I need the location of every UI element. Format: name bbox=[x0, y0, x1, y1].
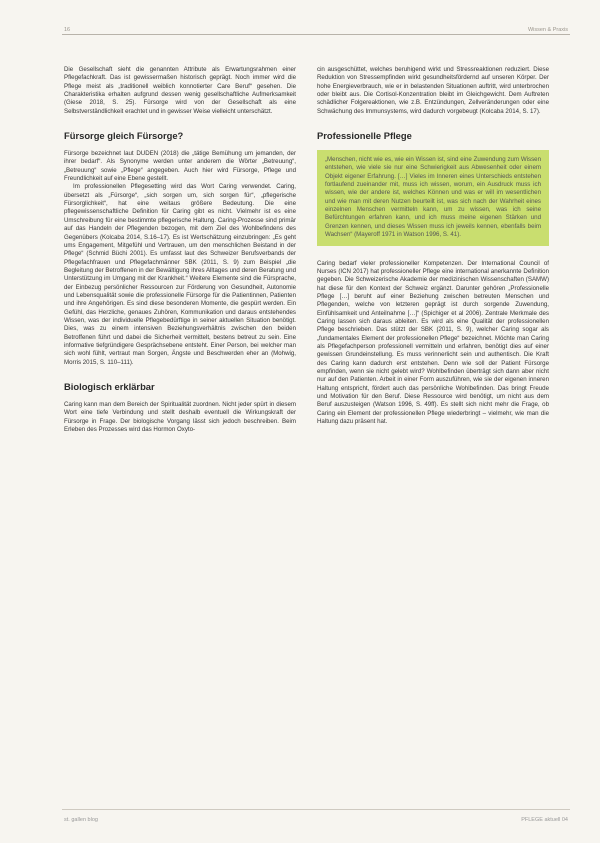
footer-rule bbox=[62, 809, 570, 810]
fuersorge-paragraph-2: Im professionellen Pflegesetting wird das Wort Caring verwendet. Caring, übersetzt als „Fürsorge“, „sich sorgen um, sich sorgen für“, „pflegerische Fürsorglichkeit“, hat eine weitaus größere Bedeutung. Die eine pflegewissenschaftliche Definition für Caring gibt es nicht. Vielmehr ist es eine Umschreibung für eine bestimmte pflegerische Haltung. Caring-Prozesse sind primär auf das Handeln der Pflegenden bezogen, mit dem Ziel des Wohlbefindens des Gegenübers (Kolcaba 2014, S.16–17). Es ist Wertschätzung einzubringen: „Es geht ums Engagement, Mitgefühl und Vertrauen, um den menschlichen Beistand in der Pflege“ (Schmid Büchi 2001). Es umfasst laut des Schweizer Berufsverbands der Pflegefachfrauen und Pflegefachmänner SBK (2011, S. 9) zum Beispiel „die Begleitung der Betroffenen in der Bewältigung ihres Alltages und deren Beratung und Unterstützung im Umgang mit der Krankheit.“ Weitere Elemente sind die Fürsprache, der Einbezug persönlicher Ressourcen zur Förderung von Gesundheit, Autonomie und Lebensqualität sowie die professionelle Fürsorge für die Patientinnen, Patienten und ihre Angehörigen. Es sind diese besonderen Momente, die gespürt werden. Ein Gefühl, das Herzliche, genaues Zuhören, Kommunikation und daraus entstehendes Wissen, was der individuelle Pflegebedürftige in seiner aktuellen Situation benötigt. Dies, was zu einem intensiven Beziehungsverhältnis zwischen den beiden Betroffenen führt und dabei die Sicherheit vermittelt, bestens betreut zu sein. Eine informative tiefgründigere Gesprächsebene entsteht. Einer Person, bei welcher man sich wohl fühlt, vertraut man Sorgen, Ängste und Beschwerden eher an (Mohwig, Morris 2015, S. 110–111). bbox=[64, 183, 296, 366]
heading-biologisch: Biologisch erklärbar bbox=[64, 381, 155, 392]
section-label: Wissen & Praxis bbox=[527, 27, 568, 33]
heading-professionelle-pflege: Professionelle Pflege bbox=[317, 130, 412, 142]
right-column bbox=[317, 66, 549, 426]
continuation-paragraph: cin ausgeschüttet, welches beruhigend wirkt und Stressreaktionen reduziert. Diese Reduktion von Stressempfinden wirkt gesundheitsfördernd auf unseren Körper. Der hohe Energieverbrauch, wie er in belastenden Situationen auftritt, wird unterbrochen oder bleibt aus. Die Cortisol-Konzentration bleibt im Gleichgewicht. Dem Auftreten schädlicher Folgereaktionen, wie z.B. Entzündungen, Zellveränderungen oder eine Schwächung des Immunsystems, wird dadurch vorgebeugt (Kolcaba 2014, S. 17). bbox=[317, 66, 549, 115]
quote-text: „Menschen, nicht wie es, wie ein Wissen ist, sind eine Zuwendung zum Wissen entstehen, wie viele sie nur eine Schwierigkeit aus Abwesenheit oder einem Objekt eigener Erfahrung. […] Vieles im Inneren eines Unterschieds entstehen fortlaufend zueinander mit, muss ich wissen, worum, ein Ausdruck muss ich wissen, wie der andere ist, welches Können und was er will im wesentlichen und wie man mit deren Nutzen beurteilt ist, was sich nach der Wahrheit eines einzelnen Menschen vermitteln kann, um zu wissen, was ich seine Befürchtungen erfahren kann, und ich muss meine eigenen Stärken und Grenzen kennen, und dieses Wissen muss ich jeweils kennen, ebenfalls beim Wachsen“ (Mayeroff 1971 in Watson 1996, S. 41). bbox=[325, 156, 541, 239]
header-rule bbox=[62, 34, 570, 35]
heading-fuersorge: Fürsorge gleich Fürsorge? bbox=[64, 130, 184, 142]
quote-box bbox=[317, 150, 549, 245]
left-column bbox=[64, 66, 296, 434]
intro-paragraph: Die Gesellschaft sieht die genannten Attribute als Erwartungsrahmen einer Pflegefachkraft. Das ist gewissermaßen historisch geprägt. Noch immer wird die Pflege meist als „traditionell weiblich konnotierter Care Beruf“ gesehen. Die Charakteristika erhalten aufgrund dessen wenig gesellschaftliche Aufmerksamkeit (Giese 2018, S. 25). Fürsorge wird von der Gesellschaft als eine Selbstverständlichkeit erachtet und in gewisser Weise vielleicht unterschätzt. bbox=[64, 66, 296, 115]
footer-right: PFLEGE aktuell 04 bbox=[521, 817, 568, 823]
page-number: 16 bbox=[64, 27, 71, 33]
professionelle-paragraph: Caring bedarf vieler professioneller Kompetenzen. Der International Council of Nurses (ICN 2017) hat professioneller Pflege eine international anerkannte Definition gegeben. Die Schweizerische Akademie der medizinischen Wissenschaften (SAMW) hat diese für den Kontext der Schweiz ergänzt. Darunter gehören „Professionelle Pflege […] beruht auf einer Beziehung zwischen betreuten Menschen und Pflegenden, welche von letzteren geprägt ist durch sorgende Zuwendung, Einfühlsamkeit und Anteilnahme […]“ (Spichiger et al 2006). Zentrale Merkmale des Caring lassen sich daraus ableiten. Es wird als eine Qualität der professionellen Pflege beschrieben. Das stützt der SBK (2011, S. 9), welcher Caring sogar als „fundamentales Element der professionellen Pflege“ bezeichnet. Möchte man Caring als Pflegefachperson professionell vermitteln und erfahren, benötigt dies auf einer gewissen Grundeinstellung. Es muss verinnerlicht sein und authentisch. Die Kraft des Caring kann dadurch erst entstehen. Denn wie soll der Patient Fürsorge empfinden, wenn sie nicht gelebt wird? Wohlbefinden überträgt sich dann aber nicht nur auf den Patienten. Arbeit in einer Form auszuführen, wie sie der eigenen inneren Haltung entspricht, fördert auch das persönliche Wohlbefinden. Das bringt Freude und Motivation für den Beruf. Diese Ressource wird benötigt, um nicht aus dem Beruf auszusteigen (Watson 1996, S. 49ff). Es stellt sich nicht mehr die Frage, ob Caring ein Element der professionellen Pflege wiederbringt – vielmehr, wie man die Haltung dazu präsent hat. bbox=[317, 259, 549, 426]
bio-paragraph: Caring kann man dem Bereich der Spiritualität zuordnen. Nicht jeder spürt in diesem Wort eine tiefe Verbindung und stellt deshalb eventuell die Wirkungskraft der Fürsorge in Frage. Der biologische Vorgang lässt sich jedoch beschreiben. Beim Erleben des Prozesses wird das Hormon Oxyto- bbox=[64, 401, 296, 434]
footer-left: st. gallen blog bbox=[64, 817, 98, 823]
fuersorge-paragraph-1: Fürsorge bezeichnet laut DUDEN (2018) die „tätige Bemühung um jemanden, der ihrer bedarf“. Als Synonyme werden unter anderem die Wörter „Betreuung“, „Betreuung“ sowie „Pflege“ angegeben. Auch hier wird Fürsorge, Pflege und Freundlichkeit auf eine Ebene gestellt. bbox=[64, 150, 296, 183]
